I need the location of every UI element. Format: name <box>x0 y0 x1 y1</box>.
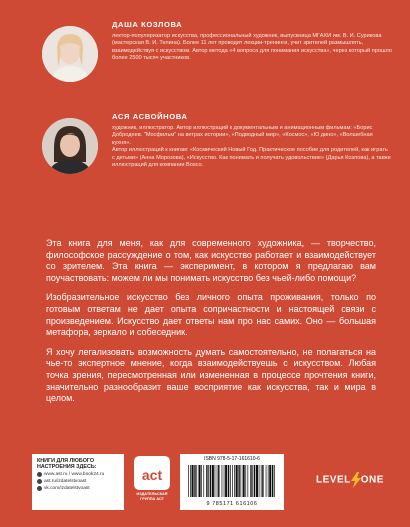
barcode-bar <box>254 465 255 497</box>
isbn-text: ISBN 978-5-17-161610-6 <box>204 456 260 462</box>
author-photo-kozlova <box>42 26 98 82</box>
barcode-bar <box>210 465 211 497</box>
vk-icon <box>37 486 42 491</box>
barcode-bar <box>259 465 260 497</box>
publisher-links-box <box>32 454 124 510</box>
author-bio <box>112 125 392 169</box>
barcode-bar <box>245 465 246 497</box>
barcode-bar <box>222 465 223 497</box>
barcode-bar <box>266 465 267 497</box>
author-name: АСЯ АСВОЙНОВА <box>112 112 188 121</box>
barcode-bar <box>252 465 253 497</box>
publisher-logo <box>130 454 174 510</box>
barcode-bar <box>224 465 225 497</box>
lightning-icon <box>351 472 361 488</box>
barcode-bar <box>203 465 204 497</box>
barcode-bar <box>225 465 227 497</box>
portrait-image <box>42 26 98 82</box>
barcode-bar <box>188 465 189 497</box>
barcode-bar <box>234 465 235 497</box>
globe-icon <box>37 472 42 477</box>
links-heading: КНИГИ ДЛЯ ЛЮБОГО НАСТРОЕНИЯ ЗДЕСЬ: <box>37 458 97 471</box>
barcode-bar <box>190 465 191 497</box>
barcode-bar <box>268 465 269 497</box>
barcode-bar <box>248 465 249 497</box>
barcode-bar <box>241 465 242 497</box>
barcode-bar <box>194 465 195 497</box>
ast-logo-icon <box>130 454 174 492</box>
barcode-digits: 9 785171 616106 <box>206 501 258 507</box>
barcode-bar <box>192 465 194 497</box>
barcode-bar <box>215 465 216 497</box>
barcode-bar <box>212 465 214 497</box>
barcode-bar <box>199 465 201 497</box>
annotation-paragraph: Эта книга для меня, как для современного художника, — творчество, философское рассуждение о том, как искусство работает и взаимодействует со зрителем. Эта книга — эксперимент, в котором я предлагаю вам поучаствовать: можем ли мы понимать искусство без чьей-либо помощи? <box>46 238 376 283</box>
author-bio: лектор-популяризатор искусства, профессиональный художник, выпускница МГАХИ им. В. И. Сурикова (мастерская В. И. Телина). Более 11 лет проводит лекции-тренинги, учит зрителей размышлять, взаимодействуя с искусством. Автор метода «4 вопроса для понимания искусства», через который прошло более 2500 тысяч участников. <box>112 33 392 62</box>
barcode-bar <box>206 465 207 497</box>
barcode-icon <box>180 463 284 499</box>
barcode-bar <box>217 465 218 497</box>
barcode-bar <box>243 465 245 497</box>
isbn-barcode <box>180 454 284 510</box>
barcode-bar <box>236 465 238 497</box>
author-name: ДАША КОЗЛОВА <box>112 20 183 29</box>
barcode-bar <box>272 465 273 497</box>
portrait-image <box>42 118 98 174</box>
barcode-bar <box>201 465 202 497</box>
vk-link[interactable]: vk.com/izdatelstvoast <box>37 485 119 492</box>
back-cover-footer <box>0 448 410 518</box>
barcode-bar <box>238 465 239 497</box>
barcode-bar <box>232 465 233 497</box>
social-link[interactable]: ast.ru/izdatelstvoast <box>37 478 119 485</box>
barcode-bar <box>261 465 262 497</box>
author-bio-line: художник, иллюстратор. Автор иллюстраций к документальным и анимационным фильмам: «Борис Добродеев. "Мосфильм" на ветрах истории», «Подводный мир», «Космос», «Ю дино», «Волшебная кухня». <box>112 125 373 146</box>
barcode-bar <box>269 465 271 497</box>
barcode-bar <box>274 465 275 497</box>
barcode-bar <box>228 465 229 497</box>
svg-text:act: act <box>141 467 163 483</box>
barcode-bar <box>230 465 231 497</box>
annotation-paragraph: Изобразительное искусство без личного опыта проживания, только по готовым ответам не дает опыта сопричастности и настоящей связи с произведением. Искусство дает ответы нам про нас самих. Оно — большая метафора, зеркало и собеседник. <box>46 292 376 338</box>
book-annotation <box>46 238 376 415</box>
author-photo-asvoynova <box>42 118 98 174</box>
publisher-caption: ИЗДАТЕЛЬСКАЯ ГРУППА АСТ <box>136 492 168 501</box>
barcode-bar <box>218 465 219 497</box>
social-icon <box>37 479 42 484</box>
barcode-bar <box>208 465 209 497</box>
barcode-bar <box>250 465 251 497</box>
barcode-bar <box>196 465 197 497</box>
website-link[interactable]: www.ast.ru / www.book24.ru <box>37 471 119 478</box>
barcode-bar <box>262 465 263 497</box>
annotation-paragraph: Я хочу легализовать возможность думать самостоятельно, не полагаться на чье-то экспертное мнение, когда взаимодействуешь с искусством. Любая точка зрения, пересмотренная или измененная в процессе прочтения книги, значительно разнообразит ваше восприятие как искусства, так и мира в целом. <box>46 346 376 404</box>
series-logo: LEVEL ONE <box>316 472 384 488</box>
author-bio-line: Автор иллюстраций к книгам: «Космический Новый Год. Практическое пособие для родителей, как играть с детьми» (Анна Морозова), «Искусство. Как понимать и получать удовольствие» (Дарья Козлова), а также иллюстраций для компании Bosco. <box>112 147 391 169</box>
barcode-bar <box>256 465 258 497</box>
